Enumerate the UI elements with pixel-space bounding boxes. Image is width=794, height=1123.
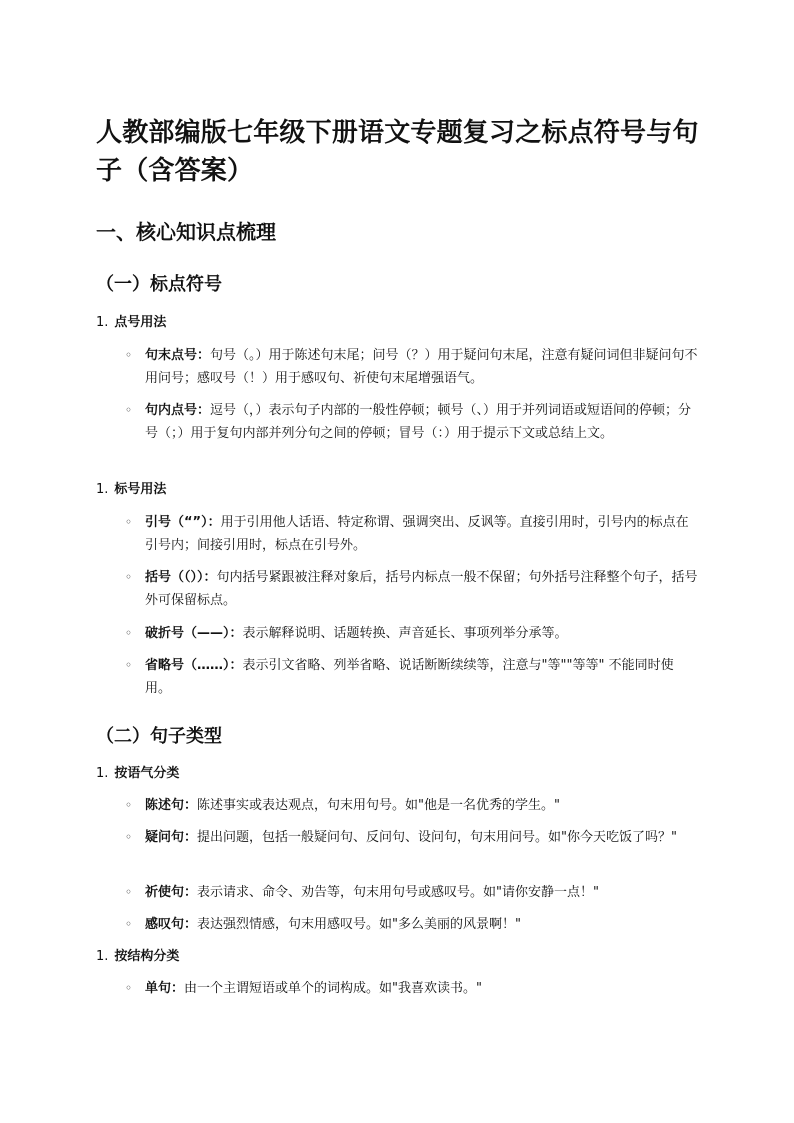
list-item	[125, 977, 699, 1000]
bullet-circle-icon: ◦	[125, 658, 133, 672]
list-item-text: 句内括号紧跟被注释对象后，括号内标点一般不保留；句外括号注释整个句子，括号外可保留标点。	[145, 570, 698, 608]
list-item	[125, 344, 699, 390]
bullet-circle-icon: ◦	[125, 917, 133, 931]
bullet-circle-icon: ◦	[125, 570, 133, 584]
list-item	[125, 654, 699, 700]
list-item-text: 表示请求、命令、劝告等，句末用句号或感叹号。如"请你安静一点！"	[197, 885, 599, 900]
list-number: 1.	[96, 482, 109, 497]
list-item-term: 陈述句：	[145, 798, 198, 813]
list-item-term: 括号（（））：	[145, 570, 217, 585]
numbered-heading-label: 按结构分类	[114, 949, 180, 964]
list-item-term: 疑问句：	[145, 830, 198, 845]
list-item-text: 表示引文省略、列举省略、说话断断续续等，注意与"等""等等" 不能同时使用。	[145, 658, 674, 696]
list-item-text: 表示解释说明、话题转换、声音延长、事项列举分承等。	[242, 626, 568, 641]
bullet-circle-icon: ◦	[125, 981, 133, 995]
list-item-term: 句末点号：	[145, 348, 211, 363]
list-item-term: 单句：	[145, 981, 185, 996]
bullet-circle-icon: ◦	[125, 348, 133, 362]
numbered-heading-mark-symbols	[96, 480, 166, 500]
list-number: 1.	[96, 766, 109, 781]
list-item	[125, 794, 699, 817]
list-item-term: 感叹句：	[145, 917, 198, 932]
list-item-text: 用于引用他人话语、特定称谓、强调突出、反讽等。直接引用时，引号内的标点在引号内；间接引用时，标点在引号外。	[145, 515, 689, 553]
list-item-text: 提出问题，包括一般疑问句、反问句、设问句，句末用问号。如"你今天吃饭了吗？"	[197, 830, 677, 845]
bullet-circle-icon: ◦	[125, 830, 133, 844]
list-item-text: 表达强烈情感，句末用感叹号。如"多么美丽的风景啊！"	[197, 917, 521, 932]
numbered-heading-label: 标号用法	[114, 482, 167, 497]
list-number: 1.	[96, 315, 109, 330]
bullet-circle-icon: ◦	[125, 798, 133, 812]
list-item-text: 句号（。）用于陈述句末尾；问号（？）用于疑问句末尾，注意有疑问词但非疑问句不用问号；感叹号（！）用于感叹句、祈使句末尾增强语气。	[145, 348, 698, 386]
list-item-term: 破折号（——）：	[145, 626, 243, 641]
list-number: 1.	[96, 949, 109, 964]
list-item-term: 祈使句：	[145, 885, 198, 900]
list-item-text: 由一个主谓短语或单个的词构成。如"我喜欢读书。"	[184, 981, 482, 996]
list-item-text: 逗号（，）表示句子内部的一般性停顿；顿号（、）用于并列词语或短语间的停顿；分号（；）用于复句内部并列分句之间的停顿；冒号（：）用于提示下文或总结上文。	[145, 403, 692, 441]
document-title: 人教部编版七年级下册语文专题复习之标点符号与句子（含答案）	[96, 118, 699, 186]
numbered-heading-label: 点号用法	[114, 315, 167, 330]
list-item	[125, 566, 699, 612]
list-item-term: 省略号（……）：	[145, 658, 243, 673]
list-item	[125, 826, 699, 849]
section-heading-core-knowledge: 一、核心知识点梳理	[96, 220, 276, 244]
bullet-circle-icon: ◦	[125, 626, 133, 640]
numbered-heading-by-structure	[96, 947, 179, 967]
bullet-circle-icon: ◦	[125, 515, 133, 529]
bullet-circle-icon: ◦	[125, 885, 133, 899]
numbered-heading-by-mood	[96, 764, 179, 784]
numbered-heading-label: 按语气分类	[114, 766, 180, 781]
list-item-term: 引号（“”）：	[145, 515, 221, 530]
list-item	[125, 622, 699, 645]
list-item	[125, 511, 699, 557]
list-item	[125, 399, 699, 445]
list-item-term: 句内点号：	[145, 403, 211, 418]
list-item	[125, 913, 699, 936]
subsection-heading-punctuation: （一）标点符号	[96, 274, 222, 295]
list-item	[125, 881, 699, 904]
list-item-text: 陈述事实或表达观点，句末用句号。如"他是一名优秀的学生。"	[197, 798, 560, 813]
subsection-heading-sentence-types: （二）句子类型	[96, 726, 222, 747]
numbered-heading-point-marks	[96, 313, 166, 333]
bullet-circle-icon: ◦	[125, 403, 133, 417]
